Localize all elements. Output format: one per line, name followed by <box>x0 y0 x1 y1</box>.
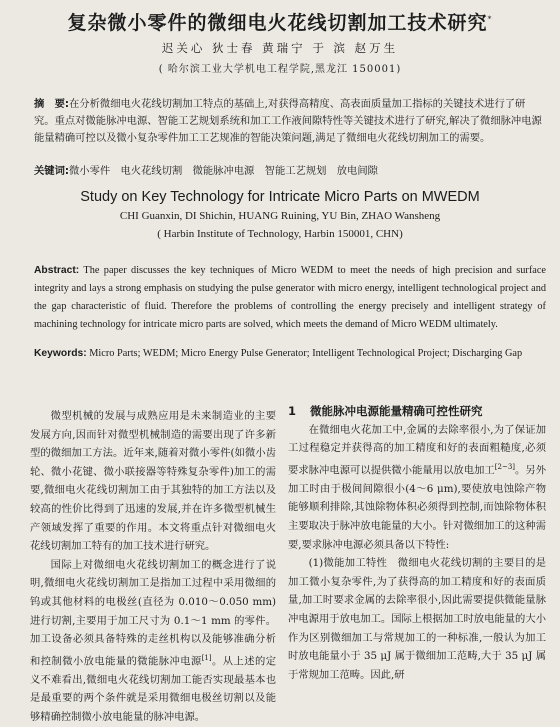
citation-ref: [1] <box>201 653 212 662</box>
english-affiliation: ( Harbin Institute of Technology, Harbin 150001, CHN) <box>157 228 403 240</box>
body-paragraph: 微型机械的发展与成熟应用是未来制造业的主要发展方向,因而针对微型机械制造的需要出现了许多新型的微细加工方法。近年来,随着对微小零件(如微小齿轮、微小花键、微小联接器等特殊复杂零件)加工的需要,微细电火花线切割加工由于其独特的加工方法以及较高的性价比得到了迅速的发展,并在许多微型机械生产领域发挥了重要的作用。本文将重点针对微细电火花线切割加工特有的加工技术进行研究。 <box>30 410 276 553</box>
english-abstract-text: The paper discusses the key techniques of Micro WEDM to meet the needs of high precision and surface integrity and lays a strong emphasis on studying the pulse generator with micro energy, intelligent technological project and the gap characteristic of fluid. Therefore the problems of controlling the energy precisely and intelligent strategy of machining technology for intricate micro parts are solved, which meets the demand of Micro WEDM ultimately. <box>34 265 546 330</box>
english-keywords <box>34 345 546 362</box>
english-title: Study on Key Technology for Intricate Micro Parts on MWEDM <box>80 189 480 205</box>
chinese-keywords <box>34 163 544 180</box>
chinese-abstract-label: 摘 要: <box>34 98 70 110</box>
english-authors: CHI Guanxin, DI Shichin, HUANG Ruining, YU Bin, ZHAO Wansheng <box>119 210 441 222</box>
chinese-keywords-label: 关键词: <box>34 165 70 177</box>
right-column <box>288 402 546 684</box>
chinese-authors: 迟关心 狄士春 黄瑞宁 于 滨 赵万生 <box>161 41 399 55</box>
section-title: 微能脉冲电源能量精确可控性研究 <box>310 404 483 418</box>
english-keywords-label: Keywords: <box>34 348 87 359</box>
chinese-title: 复杂微小零件的微细电火花线切割加工技术研究* <box>67 12 493 34</box>
english-abstract <box>34 262 546 334</box>
chinese-abstract <box>34 96 544 147</box>
chinese-affiliation: ( 哈尔滨工业大学机电工程学院,黑龙江 150001) <box>158 64 402 75</box>
section-number: 1 <box>288 404 297 418</box>
body-paragraph: 在微细电火花加工中,金属的去除率很小,为了保证加工过程稳定并获得高的加工精度和好的表面粗糙度,必须要求脉冲电源可以提供微小能量用以放电加工[2~3]。另外加工时由于极间间隙很小(4～6 μm),要使放电蚀除产物能够顺利排除,其蚀除物体积必须得到控制,而蚀除物体积主要取决于脉冲放电能量的大小。针对微细加工的这种需要,要求脉冲电源必须具备以下特性: <box>288 423 547 551</box>
citation-ref: [2~3] <box>494 462 515 471</box>
section-heading <box>288 402 546 421</box>
chinese-keywords-text: 微小零件 电火花线切割 微能脉冲电源 智能工艺规划 放电间隙 <box>69 165 378 177</box>
english-keywords-text: Micro Parts; WEDM; Micro Energy Pulse Generator; Intelligent Technological Project; Discharging Gap <box>89 348 523 359</box>
left-column <box>30 407 276 727</box>
title-footnote-mark: * <box>487 14 493 24</box>
chinese-abstract-text: 在分析微细电火花线切割加工特点的基础上,对获得高精度、高表面质量加工指标的关键技术进行了研究。重点对微能脉冲电源、智能工艺规划系统和加工工作液间隙特性等关键技术进行了研究,解决了微细脉冲电源能量精确可控以及微小复杂零件加工工艺规准的智能决策问题,满足了微细电火花线切割加工的需要。 <box>34 98 542 144</box>
english-abstract-label: Abstract: <box>34 265 80 276</box>
body-paragraph: 国际上对微细电火花线切割加工的概念进行了说明,微细电火花线切割加工是指加工过程中采用微细的钨或其他材料的电极丝(直径为 0.010～0.050 mm)进行切割,主要用于加工尺寸为 0.1～1 mm 的零件。加工设备必须具备特殊的走丝机构以及能够准确分析和控制微小放电能量的微能脉冲电源[1]。从上述的定义不难看出,微细电火花线切割加工能否实现最基本也是最重要的两个条件就是采用微细电极丝切割以及能够精确控制微小放电能量的脉冲电源。 <box>30 558 277 723</box>
body-paragraph: (1)微能加工特性 微细电火花线切割的主要目的是加工微小复杂零件,为了获得高的加工精度和好的表面质量,加工时要求金属的去除率很小,因此需要提供微能量脉冲电源用于放电加工。国际上根据加工时放电能量的大小作为区别微细加工与常规加工的一种标准,一般认为加工时放电能量小于 35 μJ 属于微细加工范畴,大于 35 μJ 属于常规加工范畴。因此,研 <box>288 557 546 681</box>
